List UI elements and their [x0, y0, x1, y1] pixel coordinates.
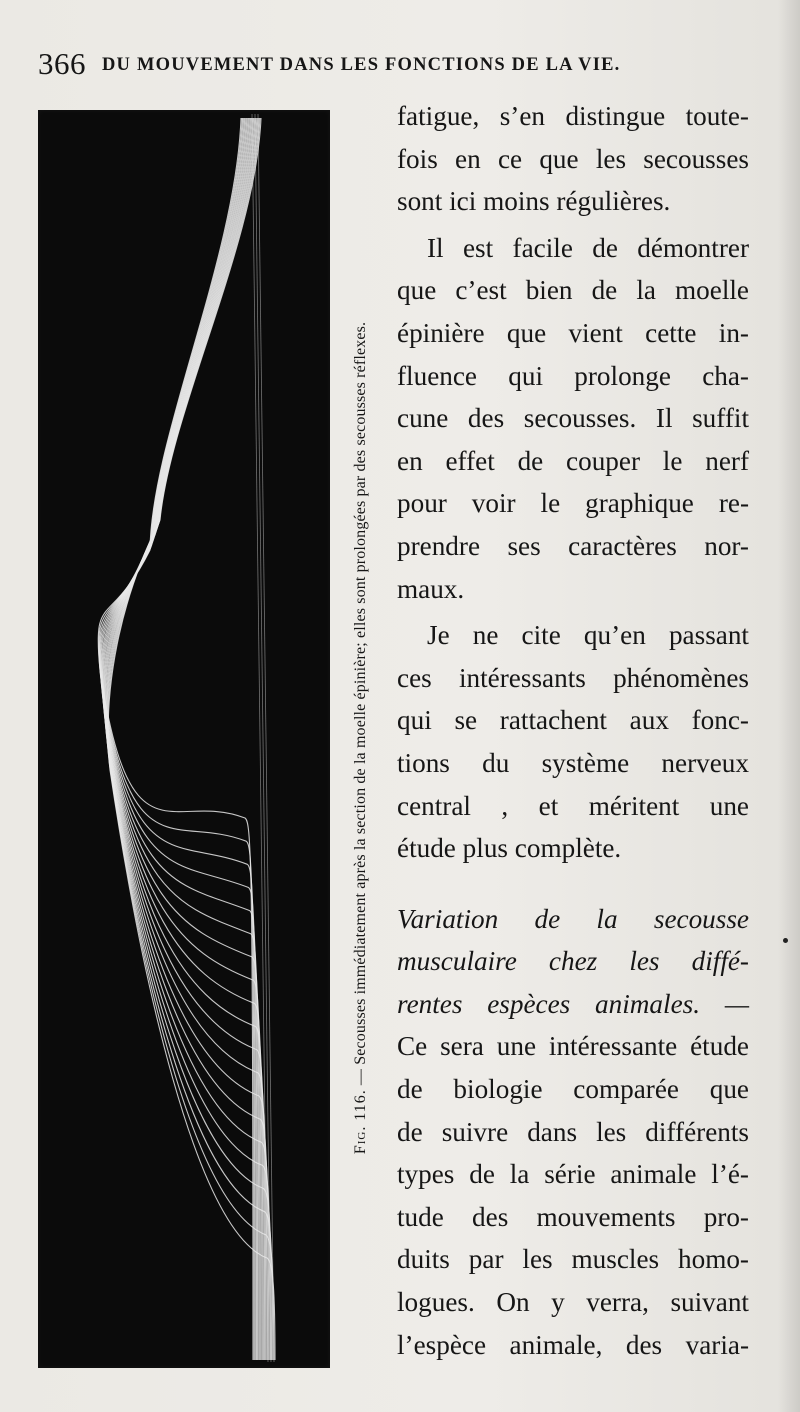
text-line: ces intéressants phénomènes	[397, 662, 749, 693]
text-line: types de la série animale l’é-	[397, 1159, 749, 1190]
text-line: pour voir le graphique re-	[397, 488, 749, 519]
paragraph	[397, 95, 749, 223]
trace-line	[107, 118, 272, 1360]
trace-line	[107, 118, 273, 1360]
figure-caption-text: — Secousses immédiatement après la section de la moelle épinière; elles sont prolongées par des secousses réflexes.	[352, 321, 369, 1090]
body-text	[397, 95, 749, 1366]
trace-line	[102, 118, 262, 1360]
figure-116-plate	[38, 110, 330, 1368]
text-line: de biologie comparée que	[397, 1074, 749, 1105]
trace-line	[106, 118, 270, 1360]
text-line: Je ne cite qu’en passant	[427, 620, 749, 651]
text-line: en effet de couper le nerf	[397, 445, 749, 476]
text-line: tions du système nerveux	[397, 747, 749, 778]
trace-line	[99, 118, 255, 1360]
running-head	[38, 44, 738, 84]
text-line: l’espèce animale, des varia-	[397, 1329, 749, 1360]
text-line: que c’est bien de la moelle	[397, 275, 749, 306]
trace-line	[100, 118, 257, 1360]
text-line: étude plus complète.	[397, 833, 622, 864]
text-line: central , et méritent une	[397, 790, 749, 821]
text-line: fois en ce que les secousses	[397, 143, 749, 174]
trace-line	[99, 118, 255, 1360]
trace-line	[102, 118, 261, 1360]
page-number: 366	[38, 46, 86, 81]
figure-label: Fig. 116.	[352, 1089, 369, 1155]
section-heading-line: musculaire chez les diffé-	[397, 946, 749, 977]
text-line: Ce sera une intéressante étude	[397, 1031, 749, 1062]
text-line: logues. On y verra, suivant	[397, 1287, 749, 1318]
trace-line	[108, 118, 274, 1360]
text-line: Il est facile de démontrer	[427, 232, 749, 263]
trace-line	[108, 118, 275, 1360]
trace-line	[101, 118, 259, 1360]
text-line: fatigue, s’en distingue toute-	[397, 101, 749, 131]
ink-spot	[783, 938, 788, 943]
text-line: maux.	[397, 573, 465, 604]
trace-line	[105, 118, 268, 1360]
figure-caption-area	[344, 116, 378, 1360]
text-line: de suivre dans les différents	[397, 1116, 749, 1147]
text-line: qui se rattachent aux fonc-	[397, 705, 749, 736]
paragraph	[397, 227, 749, 610]
figure-caption	[349, 116, 373, 1360]
text-line: épinière que vient cette in-	[397, 317, 749, 348]
section-heading-line: rentes espèces animales. —	[397, 988, 749, 1019]
text-line: tude des mouvements pro-	[397, 1201, 749, 1232]
text-line: fluence qui prolonge cha-	[397, 360, 749, 391]
trace-line	[103, 118, 264, 1360]
section-paragraph	[397, 898, 749, 1367]
text-line: prendre ses caractères nor-	[397, 530, 749, 561]
page-edge-shadow	[778, 0, 800, 1412]
section-heading-line: Variation de la secousse	[397, 903, 749, 934]
text-line: duits par les muscles homo-	[397, 1244, 749, 1275]
trace-line	[106, 118, 270, 1360]
myograph-traces	[38, 110, 330, 1368]
text-line: sont ici moins régulières.	[397, 186, 671, 217]
trace-line	[98, 118, 253, 1360]
text-line: cune des secousses. Il suffit	[397, 403, 749, 434]
trace-line	[104, 118, 266, 1360]
running-title: DU MOUVEMENT DANS LES FONCTIONS DE LA VIE.	[102, 55, 621, 75]
trace-line	[101, 118, 260, 1360]
trace-line	[100, 118, 257, 1360]
paragraph	[397, 614, 749, 870]
